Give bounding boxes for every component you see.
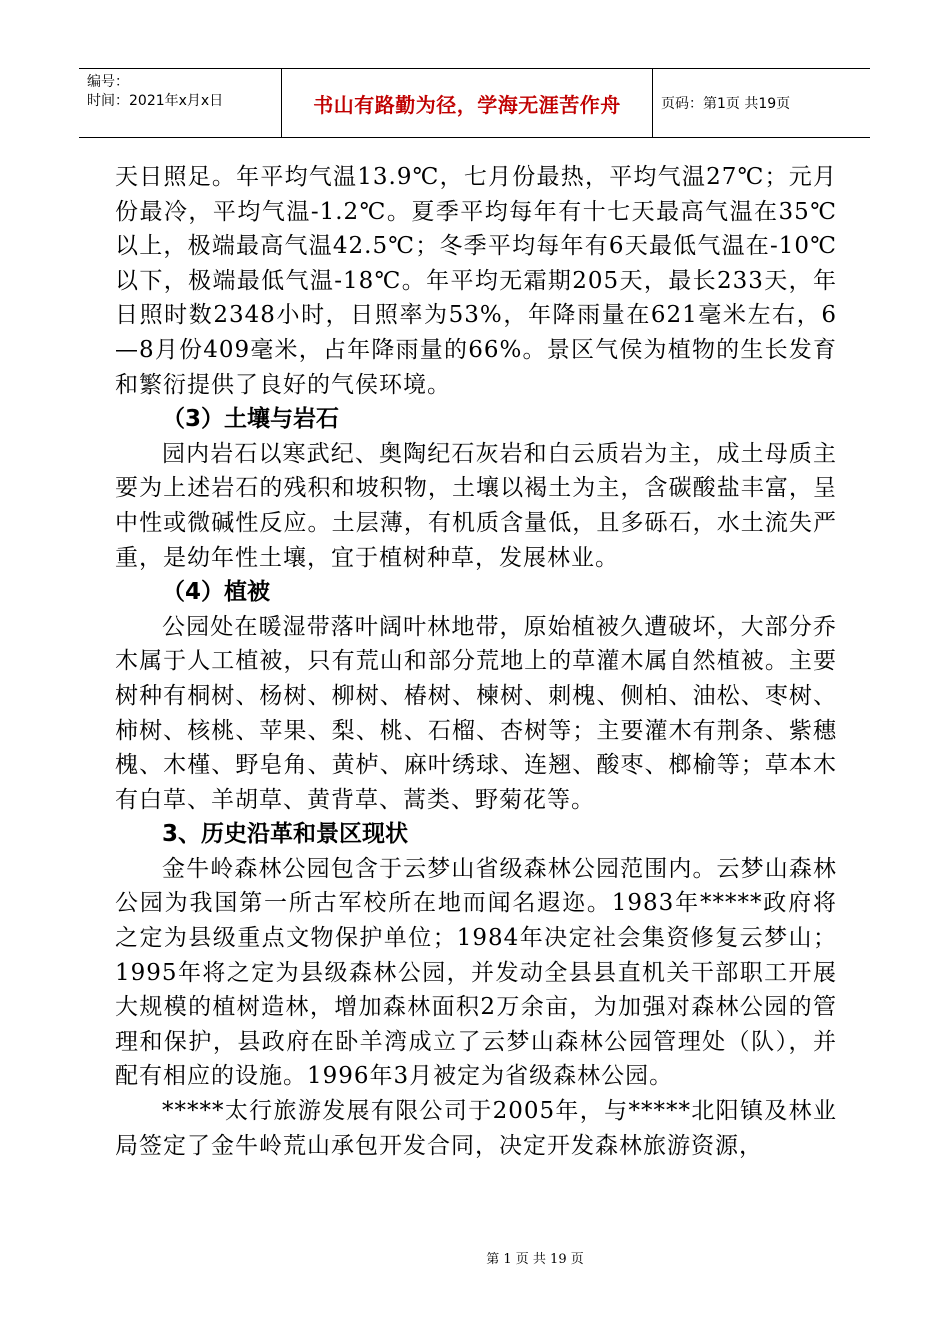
number-label: 编号：	[87, 74, 129, 90]
header-motto: 书山有路勤为径，学海无涯苦作舟	[282, 69, 653, 137]
company-paragraph: *****太行旅游发展有限公司于2005年，与*****北阳镇及林业局签定了金牛岭荒山承包开发合同，决定开发森林旅游资源，	[115, 1098, 837, 1159]
page-footer: 第 1 页 共 19 页	[486, 1252, 584, 1267]
soil-heading: （3）土壤与岩石	[162, 406, 340, 433]
page-header	[79, 68, 870, 138]
climate-paragraph: 天日照足。年平均气温13.9℃，七月份最热，平均气温27℃；元月份最冷，平均气温-1.2℃。夏季平均每年有十七天最高气温在35℃以上，极端最高气温42.5℃；冬季平均每年有6天最低气温在-10℃以下，极端最低气温-18℃。年平均无霜期205天，最长233天，年日照时数2348小时，日照率为53%，年降雨量在621毫米左右，6—8月份409毫米，占年降雨量的66%。景区气侯为植物的生长发育和繁衍提供了良好的气侯环境。	[115, 164, 837, 398]
soil-paragraph: 园内岩石以寒武纪、奥陶纪石灰岩和白云质岩为主，成土母质主要为上述岩石的残积和坡积物，土壤以褐土为主，含碳酸盐丰富，呈中性或微碱性反应。土层薄，有机质含量低，且多砾石，水土流失严重，是幼年性土壤，宜于植树种草，发展林业。	[115, 440, 837, 571]
history-heading: 3、历史沿革和景区现状	[162, 821, 409, 848]
history-paragraph: 金牛岭森林公园包含于云梦山省级森林公园范围内。云梦山森林公园为我国第一所古军校所在地而闻名遐迩。1983年*****政府将之定为县级重点文物保护单位；1984年决定社会集资修复云梦山；1995年将之定为县级森林公园，并发动全县县直机关干部职工开展大规模的植树造林，增加森林面积2万余亩，为加强对森林公园的管理和保护，县政府在卧羊湾成立了云梦山森林公园管理处（队），并配有相应的设施。1996年3月被定为省级森林公园。	[115, 855, 837, 1090]
header-page-info: 页码：第1页 共19页	[661, 96, 791, 112]
time-label: 时间：2021年x月x日	[87, 93, 224, 109]
vegetation-heading: （4）植被	[162, 579, 271, 606]
document-body	[115, 160, 837, 1163]
header-meta	[79, 69, 282, 137]
vegetation-paragraph: 公园处在暖湿带落叶阔叶林地带，原始植被久遭破坏，大部分乔木属于人工植被，只有荒山和部分荒地上的草灌木属自然植被。主要树种有桐树、杨树、柳树、椿树、楝树、刺槐、侧柏、油松、枣树、柿树、核桃、苹果、梨、桃、石榴、杏树等；主要灌木有荆条、紫穗槐、木槿、野皂角、黄栌、麻叶绣球、连翘、酸枣、榔榆等；草本木有白草、羊胡草、黄背草、蒿类、野菊花等。	[115, 613, 837, 813]
